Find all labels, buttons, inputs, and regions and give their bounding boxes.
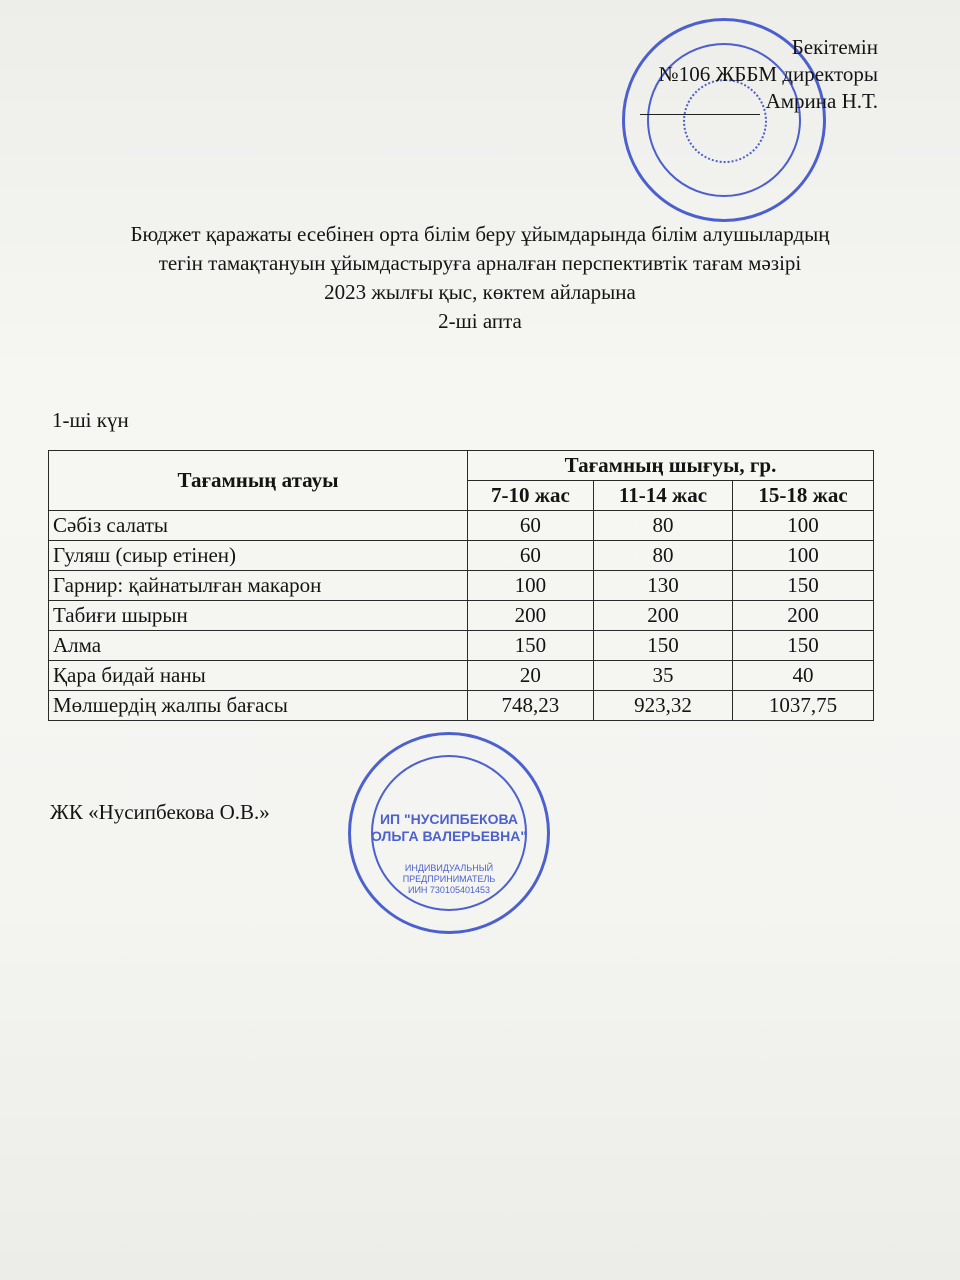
supplier-signature: ЖК «Нусипбекова О.В.» [50,800,270,824]
table-row [49,541,874,571]
portion-11-14: 80 [593,541,732,571]
menu-table [48,450,874,721]
header-output: Тағамның шығуы, гр. [468,451,874,481]
table-row [49,601,874,631]
portion-11-14: 80 [593,511,732,541]
portion-11-14: 130 [593,571,732,601]
total-cost-11-14: 923,32 [593,691,732,721]
portion-11-14: 200 [593,601,732,631]
portion-7-10: 20 [468,661,594,691]
portion-11-14: 150 [593,631,732,661]
total-cost-label: Мөлшердің жалпы бағасы [49,691,468,721]
table-row [49,571,874,601]
stamp-name-line-2: ОЛЬГА ВАЛЕРЬЕВНА" [370,828,528,844]
portion-15-18: 200 [733,601,874,631]
title-line-3: 2023 жылғы қыс, көктем айларына [324,280,636,304]
approval-signer-name: Амрина Н.Т. [765,89,878,113]
table-row [49,661,874,691]
document-title [30,220,930,336]
header-age-1: 7-10 жас [468,481,594,511]
portion-15-18: 40 [733,661,874,691]
day-label: 1-ші күн [52,408,129,432]
stamp-name [351,811,547,845]
dish-name: Сәбіз салаты [49,511,468,541]
table-header-row [49,451,874,481]
total-cost-7-10: 748,23 [468,691,594,721]
portion-15-18: 150 [733,571,874,601]
approval-heading: Бекітемін [791,35,878,59]
approval-position: №106 ЖББМ директоры [658,62,878,86]
portion-15-18: 100 [733,511,874,541]
table-row [49,631,874,661]
dish-name: Табиғи шырын [49,601,468,631]
header-age-3: 15-18 жас [733,481,874,511]
stamp-detail-line-3: ИИН 730105401453 [407,885,490,895]
title-line-1: Бюджет қаражаты есебінен орта білім беру ұйымдарында білім алушылардың [130,222,830,246]
stamp-detail-line-2: ПРЕДПРИНИМАТЕЛЬ [402,874,496,884]
portion-7-10: 60 [468,511,594,541]
stamp-detail-line-1: ИНДИВИДУАЛЬНЫЙ [404,863,494,873]
portion-7-10: 60 [468,541,594,571]
supplier-stamp [348,732,550,934]
title-line-4: 2-ші апта [438,309,522,333]
approval-signer [640,88,878,115]
table-total-row [49,691,874,721]
approval-block [640,34,878,115]
dish-name: Гуляш (сиыр етінен) [49,541,468,571]
total-cost-15-18: 1037,75 [733,691,874,721]
portion-7-10: 200 [468,601,594,631]
stamp-details [351,863,547,896]
header-age-2: 11-14 жас [593,481,732,511]
stamp-name-line-1: ИП "НУСИПБЕКОВА [379,811,519,827]
portion-7-10: 100 [468,571,594,601]
dish-name: Алма [49,631,468,661]
dish-name: Гарнир: қайнатылған макарон [49,571,468,601]
table-row [49,511,874,541]
title-line-2: тегін тамақтануын ұйымдастыруға арналған перспективтік тағам мәзірі [158,251,802,275]
portion-11-14: 35 [593,661,732,691]
header-dish-name: Тағамның атауы [49,451,468,511]
dish-name: Қара бидай наны [49,661,468,691]
portion-15-18: 150 [733,631,874,661]
portion-15-18: 100 [733,541,874,571]
signature-line [640,96,760,115]
portion-7-10: 150 [468,631,594,661]
